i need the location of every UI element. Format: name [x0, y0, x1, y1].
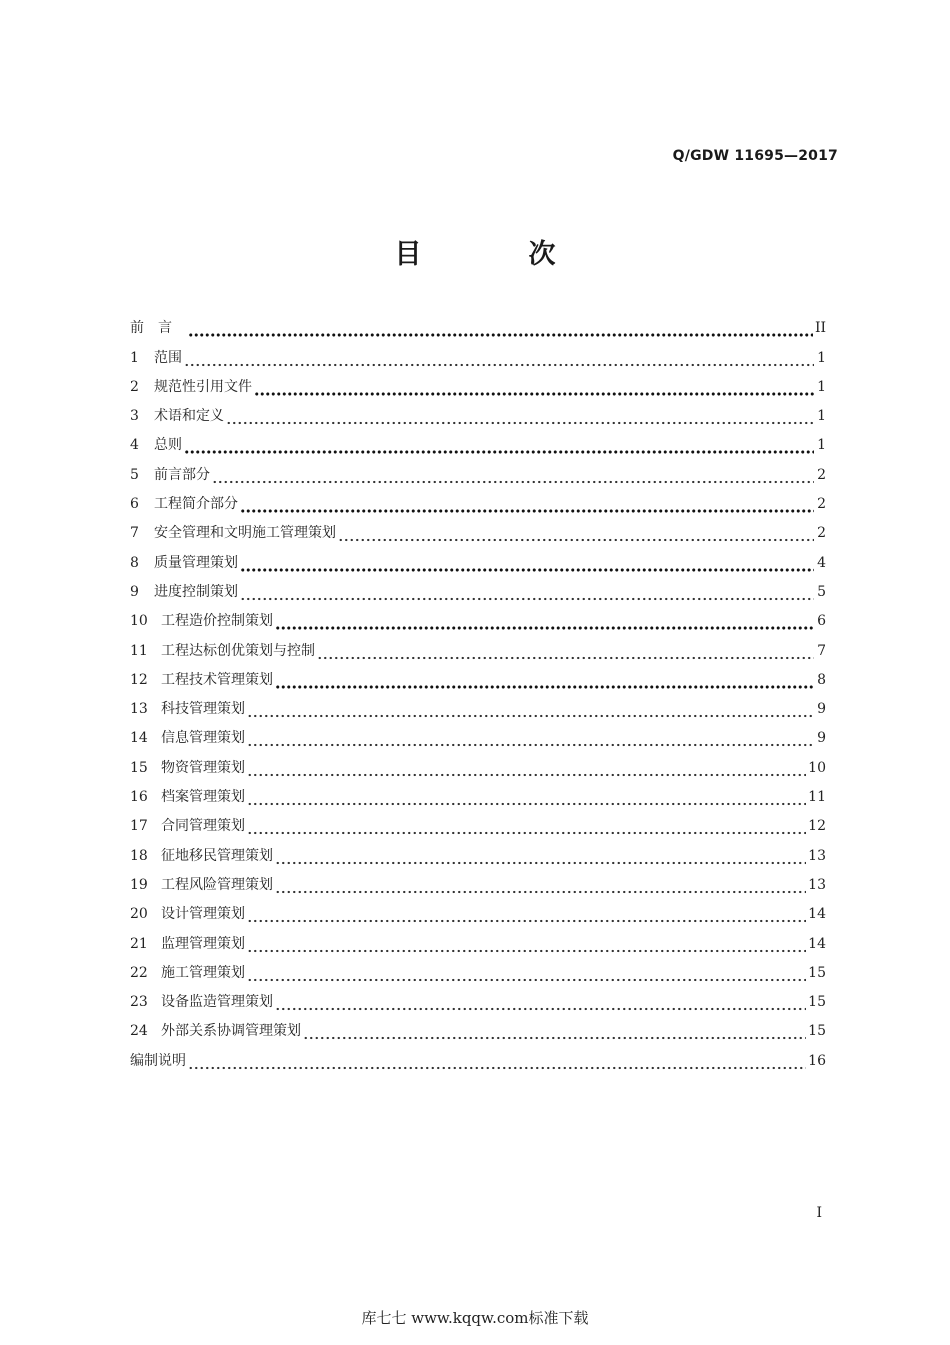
toc-dot-leader [240, 554, 814, 572]
toc-dot-leader [317, 642, 814, 660]
toc-entry-title: 术语和定义 [154, 408, 224, 425]
toc-entry-number: 9 [130, 583, 139, 600]
toc-dot-leader [247, 935, 806, 953]
toc-entry[interactable] [130, 660, 826, 689]
toc-entry-title: 进度控制策划 [154, 583, 238, 600]
toc-entry-title: 工程风险管理策划 [161, 876, 273, 893]
toc-entry-page: 15 [808, 1023, 826, 1040]
toc-entry-title: 档案管理策划 [161, 789, 245, 806]
toc-entry-title: 科技管理策划 [161, 701, 245, 718]
toc-entry-number: 23 [130, 994, 148, 1011]
toc-entry[interactable] [130, 454, 826, 483]
toc-dot-leader [247, 817, 806, 835]
toc-entry-page: 7 [817, 642, 826, 659]
toc-entry-title: 安全管理和文明施工管理策划 [154, 525, 336, 542]
toc-dot-leader [275, 612, 814, 630]
toc-entry-page: 9 [817, 701, 826, 718]
toc-title: 目 次 [394, 239, 596, 270]
toc-entry-page: 13 [808, 847, 826, 864]
toc-entry-number: 8 [130, 554, 139, 571]
toc-dot-leader [188, 319, 813, 337]
toc-entry[interactable] [130, 777, 826, 806]
toc-entry-number: 16 [130, 789, 148, 806]
toc-entry-title: 总则 [154, 437, 182, 454]
toc-dot-leader [275, 993, 806, 1011]
toc-dot-leader [275, 876, 806, 894]
standard-code: Q/GDW 11695—2017 [672, 148, 838, 164]
toc-entry-number: 12 [130, 671, 148, 688]
toc-entry-page: 12 [808, 818, 826, 835]
toc-entry[interactable] [130, 542, 826, 571]
toc-dot-leader [247, 700, 814, 718]
toc-dot-leader [226, 407, 814, 425]
table-of-contents [130, 308, 826, 1070]
toc-dot-leader [247, 964, 806, 982]
toc-entry-title: 工程技术管理策划 [161, 671, 273, 688]
toc-entry-title: 工程简介部分 [154, 496, 238, 513]
toc-entry[interactable] [130, 718, 826, 747]
toc-dot-leader [247, 759, 806, 777]
toc-entry[interactable] [130, 396, 826, 425]
toc-entry[interactable] [130, 835, 826, 864]
toc-entry-title: 信息管理策划 [161, 730, 245, 747]
toc-entry[interactable] [130, 513, 826, 542]
toc-entry-title: 工程达标创优策划与控制 [161, 642, 315, 659]
toc-entry-number: 21 [130, 935, 148, 952]
toc-entry-page: 11 [808, 789, 826, 806]
toc-dot-leader [240, 495, 814, 513]
toc-entry-page: 6 [817, 613, 826, 630]
toc-entry-number: 11 [130, 642, 148, 659]
toc-entry-number: 19 [130, 876, 148, 893]
toc-entry-number: 10 [130, 613, 148, 630]
toc-dot-leader [254, 378, 814, 396]
footer-watermark: 库七七 www.kqqw.com标准下载 [361, 1309, 589, 1327]
toc-entry-title: 物资管理策划 [161, 759, 245, 776]
toc-dot-leader [212, 466, 814, 484]
toc-dot-leader [240, 583, 814, 601]
toc-entry[interactable] [130, 572, 826, 601]
toc-entry[interactable] [130, 923, 826, 952]
toc-entry-number: 3 [130, 408, 139, 425]
toc-entry-page: 2 [817, 496, 826, 513]
toc-entry-number: 4 [130, 437, 139, 454]
toc-entry-page: 10 [808, 759, 826, 776]
toc-entry[interactable] [130, 689, 826, 718]
toc-entry[interactable] [130, 484, 826, 513]
toc-entry-number: 7 [130, 525, 139, 542]
toc-entry-title: 工程造价控制策划 [161, 613, 273, 630]
toc-entry-title: 质量管理策划 [154, 554, 238, 571]
toc-entry-page: 13 [808, 876, 826, 893]
toc-entry-number: 13 [130, 701, 148, 718]
toc-dot-leader [275, 847, 806, 865]
toc-entry[interactable] [130, 1040, 826, 1069]
page-number: I [816, 1205, 822, 1221]
toc-entry-page: 1 [817, 408, 826, 425]
toc-entry[interactable] [130, 367, 826, 396]
toc-dot-leader [188, 1052, 806, 1070]
toc-entry[interactable] [130, 601, 826, 630]
toc-entry-page: 1 [817, 378, 826, 395]
toc-entry-page: II [814, 320, 826, 337]
toc-entry-title: 编制说明 [130, 1052, 186, 1069]
toc-entry-page: 2 [817, 525, 826, 542]
toc-entry[interactable] [130, 953, 826, 982]
toc-entry-number: 20 [130, 906, 148, 923]
toc-entry-title: 设计管理策划 [161, 906, 245, 923]
toc-entry-number: 15 [130, 759, 148, 776]
toc-entry-page: 5 [817, 583, 826, 600]
toc-entry-title: 施工管理策划 [161, 964, 245, 981]
toc-dot-leader [247, 905, 806, 923]
toc-entry[interactable] [130, 747, 826, 776]
toc-entry-page: 15 [808, 994, 826, 1011]
toc-entry-page: 14 [808, 906, 826, 923]
toc-entry-number: 6 [130, 496, 139, 513]
toc-dot-leader [338, 524, 814, 542]
toc-entry[interactable] [130, 982, 826, 1011]
toc-entry-page: 4 [817, 554, 826, 571]
toc-dot-leader [184, 349, 814, 367]
toc-entry-page: 1 [817, 349, 826, 366]
toc-entry-page: 2 [817, 466, 826, 483]
toc-entry-title: 合同管理策划 [161, 818, 245, 835]
toc-entry-number: 1 [130, 349, 139, 366]
toc-entry-title: 征地移民管理策划 [161, 847, 273, 864]
toc-entry-title: 前言部分 [154, 466, 210, 483]
toc-entry-page: 15 [808, 964, 826, 981]
toc-entry-number: 5 [130, 466, 139, 483]
toc-entry-title: 前言 [130, 320, 186, 337]
toc-entry-page: 14 [808, 935, 826, 952]
toc-entry[interactable] [130, 308, 826, 337]
toc-dot-leader [184, 436, 814, 454]
toc-entry-page: 8 [817, 671, 826, 688]
toc-entry-title: 监理管理策划 [161, 935, 245, 952]
toc-entry-number: 18 [130, 847, 148, 864]
toc-entry-title: 外部关系协调管理策划 [161, 1023, 301, 1040]
toc-entry[interactable] [130, 1011, 826, 1040]
toc-dot-leader [275, 671, 814, 689]
toc-entry-page: 1 [817, 437, 826, 454]
toc-entry-title: 设备监造管理策划 [161, 994, 273, 1011]
toc-entry[interactable] [130, 865, 826, 894]
toc-entry[interactable] [130, 425, 826, 454]
toc-entry-number: 24 [130, 1023, 148, 1040]
toc-entry[interactable] [130, 630, 826, 659]
toc-dot-leader [303, 1022, 806, 1040]
toc-entry-number: 22 [130, 964, 148, 981]
toc-dot-leader [247, 788, 806, 806]
toc-dot-leader [247, 729, 814, 747]
toc-entry-number: 14 [130, 730, 148, 747]
toc-entry[interactable] [130, 894, 826, 923]
toc-entry[interactable] [130, 337, 826, 366]
toc-entry-number: 17 [130, 818, 148, 835]
toc-entry-title: 范围 [154, 349, 182, 366]
toc-entry-page: 16 [808, 1052, 826, 1069]
toc-entry-title: 规范性引用文件 [154, 378, 252, 395]
toc-entry[interactable] [130, 806, 826, 835]
toc-entry-number: 2 [130, 378, 139, 395]
toc-entry-page: 9 [817, 730, 826, 747]
